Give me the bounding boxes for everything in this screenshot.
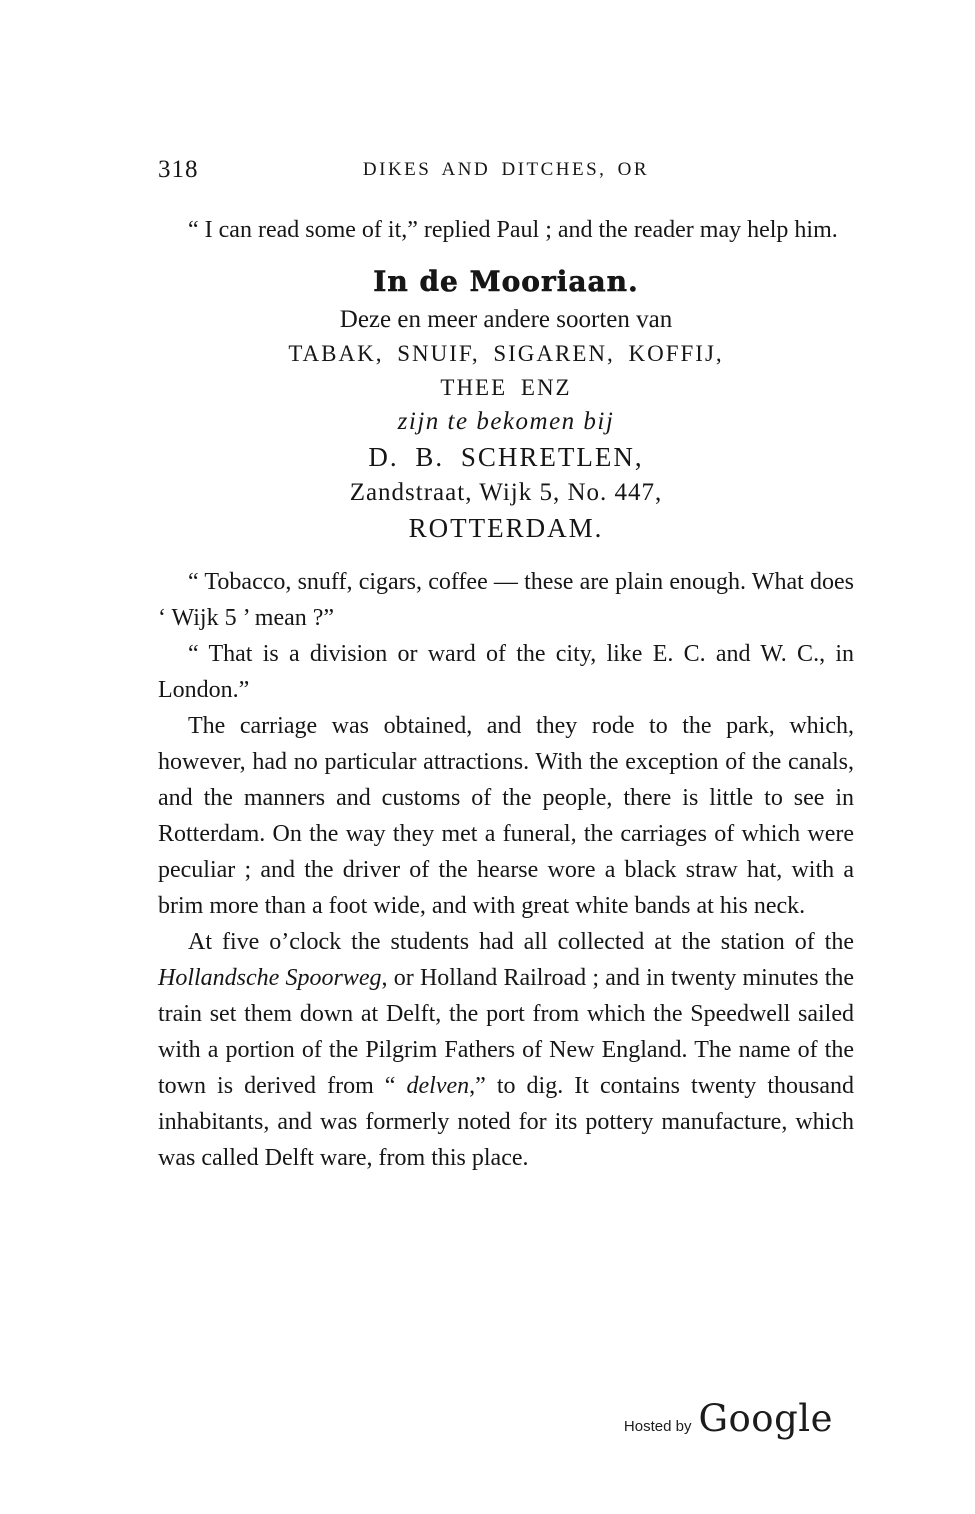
page-number: 318 bbox=[158, 156, 199, 183]
paragraph-5-text-3: ,” to dig. It contains twenty thousand inhabitants, and was formerly noted for its pottery manufacture, which was called Delft ware, from this place. bbox=[158, 1073, 854, 1171]
paragraph-3 bbox=[158, 636, 854, 708]
paragraph-3-text: “ That is a division or ward of the city, like E. C. and W. C., in London.” bbox=[158, 641, 854, 703]
paragraph-5-text-2: , or Holland Railroad ; and in twenty minutes the train set them down at Delft, the port from which the Speedwell sailed with a portion of the Pilgrim Fathers of New England. The name of the town is derived from “ bbox=[158, 965, 855, 1099]
page-header bbox=[158, 156, 854, 186]
advert-line-deze: Deze en meer andere soorten van bbox=[339, 306, 673, 333]
advert-line-thee: THEE ENZ bbox=[440, 375, 572, 400]
advert-line-tabak: TABAK, SNUIF, SIGAREN, KOFFIJ, bbox=[288, 341, 724, 366]
advert-title: In de Mooriaan. bbox=[373, 265, 639, 298]
hosted-by-google-watermark bbox=[624, 1397, 833, 1440]
paragraph-1 bbox=[158, 212, 854, 248]
paragraph-2 bbox=[158, 564, 854, 636]
running-title: DIKES AND DITCHES, OR bbox=[362, 159, 650, 180]
advert-line-city: ROTTERDAM. bbox=[408, 513, 604, 543]
text-block bbox=[158, 156, 854, 1176]
paragraph-5-text-1: At five o’clock the students had all collected at the station of the bbox=[188, 929, 854, 955]
paragraph-5 bbox=[158, 924, 854, 1176]
google-logo: Google bbox=[698, 1397, 833, 1440]
paragraph-5-italic-delven: delven bbox=[406, 1073, 470, 1099]
advert-line-schretlen: D. B. SCHRETLEN, bbox=[368, 442, 644, 472]
paragraph-2-text: “ Tobacco, snuff, cigars, coffee — these are plain enough. What does ‘ Wijk 5 ’ mean ?” bbox=[158, 569, 854, 631]
paragraph-5-italic-hollandsche-spoorweg: Hollandsche Spoorweg bbox=[158, 965, 382, 991]
paragraph-4 bbox=[158, 708, 854, 924]
hosted-by-label: Hosted by bbox=[623, 1418, 692, 1435]
advert-line-address: Zandstraat, Wijk 5, No. 447, bbox=[349, 479, 663, 506]
paragraph-4-text: The carriage was obtained, and they rode to the park, which, however, had no particular attractions. With the exception of the canals, and the manners and customs of the people, there is little to see in Rotterdam. On the way they met a funeral, the carriages of which were peculiar ; and the driver of the hearse wore a black straw hat, with a brim more than a foot wide, and with great white bands at his neck. bbox=[158, 713, 854, 919]
advertisement-block bbox=[158, 262, 854, 546]
paragraph-1-text: “ I can read some of it,” replied Paul ; and the reader may help him. bbox=[188, 217, 838, 243]
advert-line-zijn: zijn te bekomen bij bbox=[397, 408, 615, 435]
